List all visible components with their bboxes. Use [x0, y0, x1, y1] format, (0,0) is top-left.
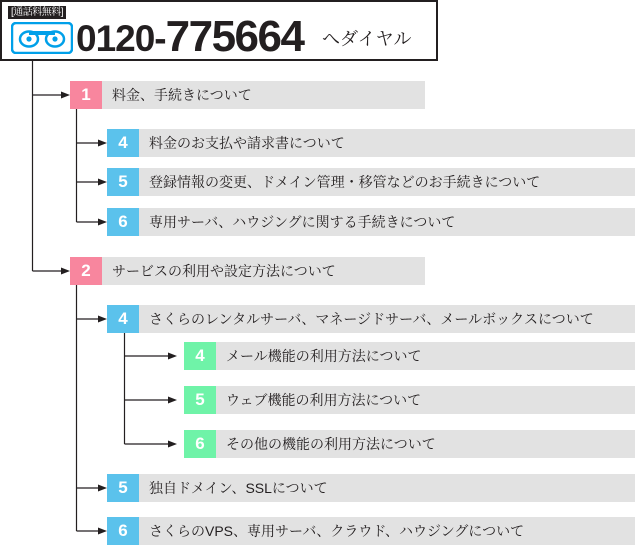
toll-free-number-box [0, 0, 438, 61]
tree-node-label: 料金、手続きについて [102, 81, 425, 109]
tree-node-1-6[interactable] [107, 208, 635, 236]
tree-node-label: 登録情報の変更、ドメイン管理・移管などのお手続きについて [139, 168, 635, 196]
tree-node-label: その他の機能の利用方法について [216, 430, 635, 458]
tree-node-1[interactable] [70, 81, 425, 109]
tree-node-number: 5 [184, 386, 216, 414]
tree-node-label: 専用サーバ、ハウジングに関する手続きについて [139, 208, 635, 236]
tree-node-label: さくらのレンタルサーバ、マネージドサーバ、メールボックスについて [139, 305, 635, 333]
tree-node-1-4[interactable] [107, 129, 635, 157]
tree-node-label: さくらのVPS、専用サーバ、クラウド、ハウジングについて [139, 517, 635, 545]
tree-node-number: 1 [70, 81, 102, 109]
freedial-icon [11, 22, 73, 54]
tree-node-number: 2 [70, 257, 102, 285]
tree-node-number: 4 [107, 129, 139, 157]
tree-node-2-4-6[interactable] [184, 430, 635, 458]
phone-number-prefix: 0120- [76, 18, 166, 59]
phone-number-main: 775664 [165, 12, 304, 61]
tree-node-number: 6 [107, 208, 139, 236]
free-call-tag: [通話料無料] [8, 6, 66, 19]
tree-node-label: サービスの利用や設定方法について [102, 257, 425, 285]
tree-node-number: 4 [184, 342, 216, 370]
tree-node-2-4-5[interactable] [184, 386, 635, 414]
tree-node-2-4-4[interactable] [184, 342, 635, 370]
tree-node-2-5[interactable] [107, 474, 635, 502]
dial-instruction: へダイヤル [322, 29, 412, 49]
tree-node-1-5[interactable] [107, 168, 635, 196]
tree-node-number: 4 [107, 305, 139, 333]
tree-node-number: 5 [107, 474, 139, 502]
tree-node-label: メール機能の利用方法について [216, 342, 635, 370]
tree-node-label: ウェブ機能の利用方法について [216, 386, 635, 414]
tree-node-2-4[interactable] [107, 305, 635, 333]
tree-node-2[interactable] [70, 257, 425, 285]
tree-node-number: 6 [184, 430, 216, 458]
phone-number [76, 12, 304, 61]
tree-node-number: 5 [107, 168, 139, 196]
tree-node-label: 独自ドメイン、SSLについて [139, 474, 635, 502]
tree-node-2-6[interactable] [107, 517, 635, 545]
tree-node-number: 6 [107, 517, 139, 545]
tree-node-label: 料金のお支払や請求書について [139, 129, 635, 157]
